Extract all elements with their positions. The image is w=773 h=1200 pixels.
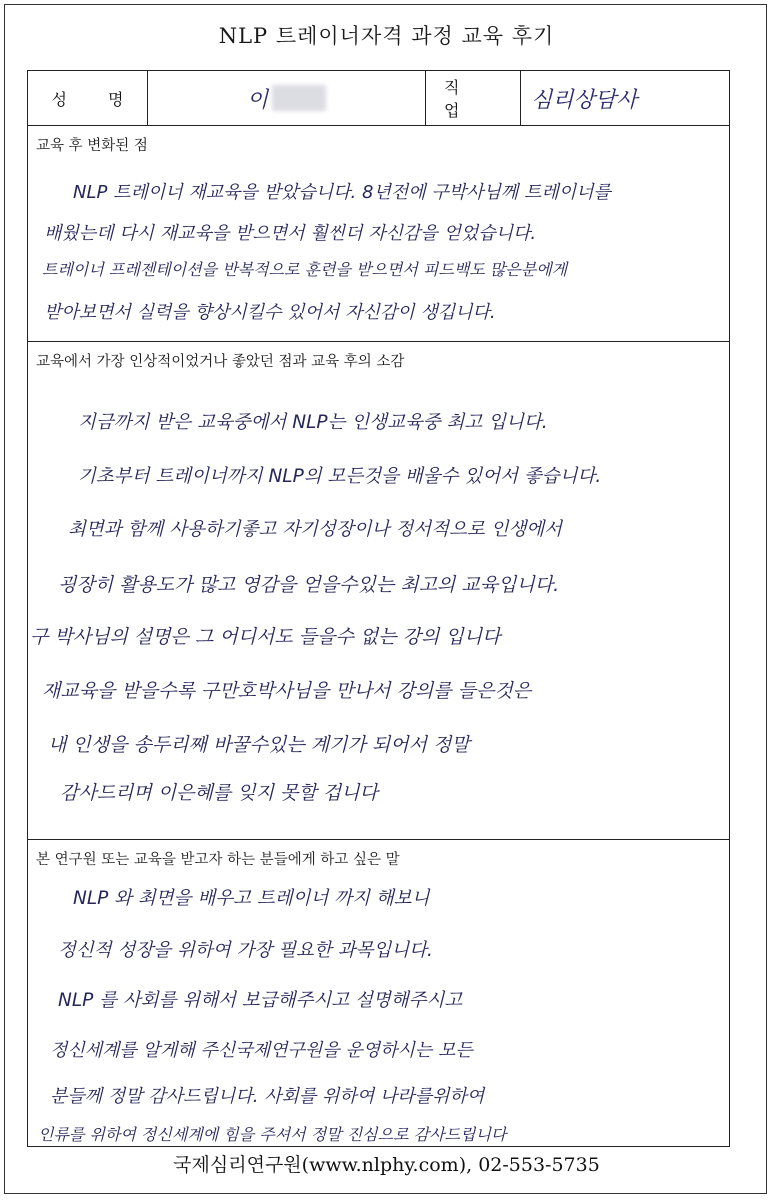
name-redaction	[272, 85, 326, 111]
section-title: 교육에서 가장 인상적이었거나 좋았던 점과 교육 후의 소감	[36, 354, 405, 370]
job-label: 직 업	[444, 78, 478, 120]
job-label-cell	[426, 71, 521, 125]
handwritten-line: 구 박사님의 설명은 그 어디서도 들을수 없는 강의 입니다	[30, 626, 501, 648]
handwritten-line: 내 인생을 송두리째 바꿀수있는 계기가 되어서 정말	[48, 734, 470, 756]
handwritten-line: 인류를 위하여 정신세계에 힘을 주셔서 정말 진심으로 감사드립니다	[38, 1125, 507, 1144]
section-message	[28, 840, 729, 1148]
name-value-cell	[148, 71, 426, 125]
handwritten-line: 정신세계를 알게해 주신국제연구원을 운영하시는 모든	[50, 1040, 473, 1061]
footer-contact: 국제심리연구원(www.nlphy.com), 02-553-5735	[173, 1154, 600, 1176]
handwritten-line: 최면과 함께 사용하기좋고 자기성장이나 정서적으로 인생에서	[68, 519, 563, 540]
handwritten-line: 받아보면서 실력을 향상시킬수 있어서 자신감이 생깁니다.	[44, 302, 496, 323]
handwritten-line: 재교육을 받을수록 구만호박사님을 만나서 강의를 들은것은	[42, 680, 532, 702]
handwritten-line: 감사드리며 이은혜를 잊지 못할 겁니다	[60, 782, 378, 804]
handwritten-line: 트레이너 프레젠테이션을 반복적으로 훈련을 받으면서 피드백도 많은분에게	[42, 260, 568, 279]
section-title: 교육 후 변화된 점	[36, 138, 148, 154]
section-impressions	[28, 342, 729, 840]
section-changes	[28, 126, 729, 342]
handwritten-line: 배웠는데 다시 재교육을 받으면서 훨씬더 자신감을 얻었습니다.	[44, 223, 537, 244]
handwritten-line: NLP 와 최면을 배우고 트레이너 까지 해보니	[73, 888, 430, 909]
job-value: 심리상담사	[531, 87, 638, 113]
handwritten-line: 분들께 정말 감사드립니다. 사회를 위하여 나라를위하여	[50, 1086, 485, 1107]
review-form	[27, 70, 730, 1147]
handwritten-line: NLP 트레이너 재교육을 받았습니다. 8년전에 구박사님께 트레이너를	[73, 182, 611, 203]
handwritten-line: 굉장히 활용도가 많고 영감을 얻을수있는 최고의 교육입니다.	[58, 574, 560, 596]
name-label-cell	[28, 71, 148, 125]
name-value: 이	[246, 87, 271, 113]
handwritten-line: 지금까지 받은 교육중에서 NLP는 인생교육중 최고 입니다.	[78, 412, 548, 433]
page-title: NLP 트레이너자격 과정 교육 후기	[218, 24, 555, 48]
handwritten-line: 정신적 성장을 위하여 가장 필요한 과목입니다.	[58, 940, 433, 961]
handwritten-line: NLP 를 사회를 위해서 보급해주시고 설명해주시고	[58, 990, 463, 1011]
header-row	[28, 71, 729, 126]
handwritten-line: 기초부터 트레이너까지 NLP의 모든것을 배울수 있어서 좋습니다.	[78, 466, 602, 487]
section-title: 본 연구원 또는 교육을 받고자 하는 분들에게 하고 싶은 말	[36, 852, 400, 868]
name-label: 성 명	[51, 89, 142, 109]
